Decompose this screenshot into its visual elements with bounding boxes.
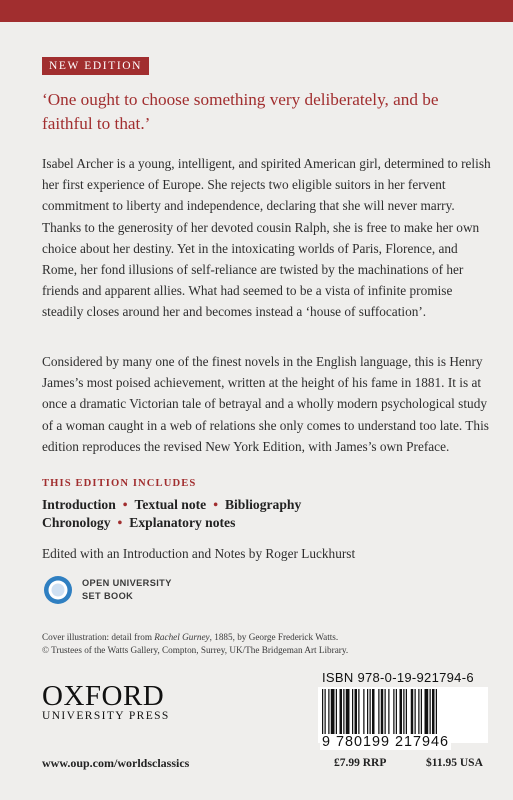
blurb-paragraph-1: Isabel Archer is a young, intelligent, and spirited American girl, determined to relish her first experience of Europe. She rejects two eligible suitors in her fervent commitment to liberty and independence, declaring that she will never marry. Thanks to the generosity of her devoted cousin Ralph, she is free to make her own choice about her destiny. Yet in the intoxicating worlds of Paris, Florence, and Rome, her fond illusions of self-reliance are twisted by the machinations of her friends and apparent allies. What had seemed to be a vista of infinite promise steadily closes around her and becomes instead a ‘house of suffocation’. — [42, 156, 491, 320]
barcode-bar — [388, 689, 389, 735]
barcode-bar — [325, 689, 326, 735]
barcode-bar — [328, 689, 329, 735]
barcode-bar — [336, 689, 337, 735]
top-color-band — [0, 0, 513, 22]
publisher-logo-text: OXFORD — [42, 680, 165, 712]
barcode-bar — [355, 689, 358, 735]
editor-credit: Edited with an Introduction and Notes by Roger Luckhurst — [42, 546, 356, 561]
include-item-chronology: Chronology — [42, 515, 111, 530]
bullet: • — [122, 497, 128, 512]
include-item-textual-note: Textual note — [134, 497, 207, 512]
cover-credits — [42, 631, 348, 657]
include-item-introduction: Introduction — [42, 497, 116, 512]
barcode-bar — [432, 689, 435, 735]
includes-row-2 — [42, 515, 235, 531]
barcode-bars-icon — [322, 689, 484, 735]
barcode-bar — [430, 689, 431, 735]
barcode-bar — [381, 689, 384, 735]
includes-heading: THIS EDITION INCLUDES — [42, 478, 197, 489]
barcode-bar — [340, 689, 343, 735]
barcode-bar — [418, 689, 419, 735]
barcode-bar — [346, 689, 350, 735]
includes-row-1 — [42, 497, 301, 513]
open-university-logo-icon — [42, 574, 74, 606]
barcode-bar — [425, 689, 429, 735]
barcode-bar — [372, 689, 375, 735]
barcode-bar — [363, 689, 364, 735]
barcode-bar — [406, 689, 407, 735]
barcode-bar — [436, 689, 437, 735]
barcode-bar — [343, 689, 344, 735]
blurb-paragraph-2: Considered by many one of the finest novels in the English language, this is Henry James’s most poised achievement, written at the height of his fame in 1881. It is at once a dramatic Victorian tale of betrayal and a wholly modern psychological study of a woman caught in a web of relations she only comes to understand too late. This edition reproduces the revised New York Edition, with James’s own Preface. — [42, 354, 489, 454]
barcode-bar — [400, 689, 403, 735]
barcode-bar — [352, 689, 353, 735]
barcode-bar — [322, 689, 323, 735]
credits-suffix: , 1885, by George Frederick Watts. — [209, 632, 339, 642]
include-item-explanatory-notes: Explanatory notes — [129, 515, 236, 530]
barcode-bar — [367, 689, 368, 735]
credits-line-1 — [42, 631, 348, 644]
barcode-bar — [411, 689, 414, 735]
barcode-bar — [385, 689, 386, 735]
barcode-bar — [403, 689, 404, 735]
credits-prefix: Cover illustration: detail from — [42, 632, 155, 642]
credits-artwork-title: Rachel Gurney — [154, 632, 210, 642]
barcode-bar — [331, 689, 335, 735]
barcode-bar — [358, 689, 359, 735]
publisher-website: www.oup.com/worldsclassics — [42, 756, 190, 770]
bullet: • — [117, 515, 123, 530]
barcode-bar — [396, 689, 397, 735]
ou-line-2: SET BOOK — [82, 590, 134, 601]
new-edition-label: NEW EDITION — [42, 57, 149, 75]
barcode-bar — [370, 689, 371, 735]
barcode-bar — [378, 689, 379, 735]
publisher-subtitle: UNIVERSITY PRESS — [42, 710, 170, 722]
bullet: • — [213, 497, 218, 512]
credits-line-2: © Trustees of the Watts Gallery, Compton, Surrey, UK/The Bridgeman Art Library. — [42, 645, 349, 655]
pull-quote: ‘One ought to choose something very deliberately, and be faithful to that.’ — [42, 90, 439, 133]
isbn-text: ISBN 978-0-19-921794-6 — [322, 670, 474, 685]
include-item-bibliography: Bibliography — [224, 497, 302, 512]
barcode-bar — [421, 689, 422, 735]
open-university-text — [82, 577, 172, 602]
barcode-bar — [415, 689, 416, 735]
barcode-bar — [393, 689, 394, 735]
price-gbp: £7.99 RRP — [334, 757, 387, 769]
ou-line-1: OPEN UNIVERSITY — [82, 578, 172, 588]
barcode-digits: 9 780199 217946 — [322, 734, 450, 750]
price-usd: $11.95 USA — [426, 757, 483, 769]
